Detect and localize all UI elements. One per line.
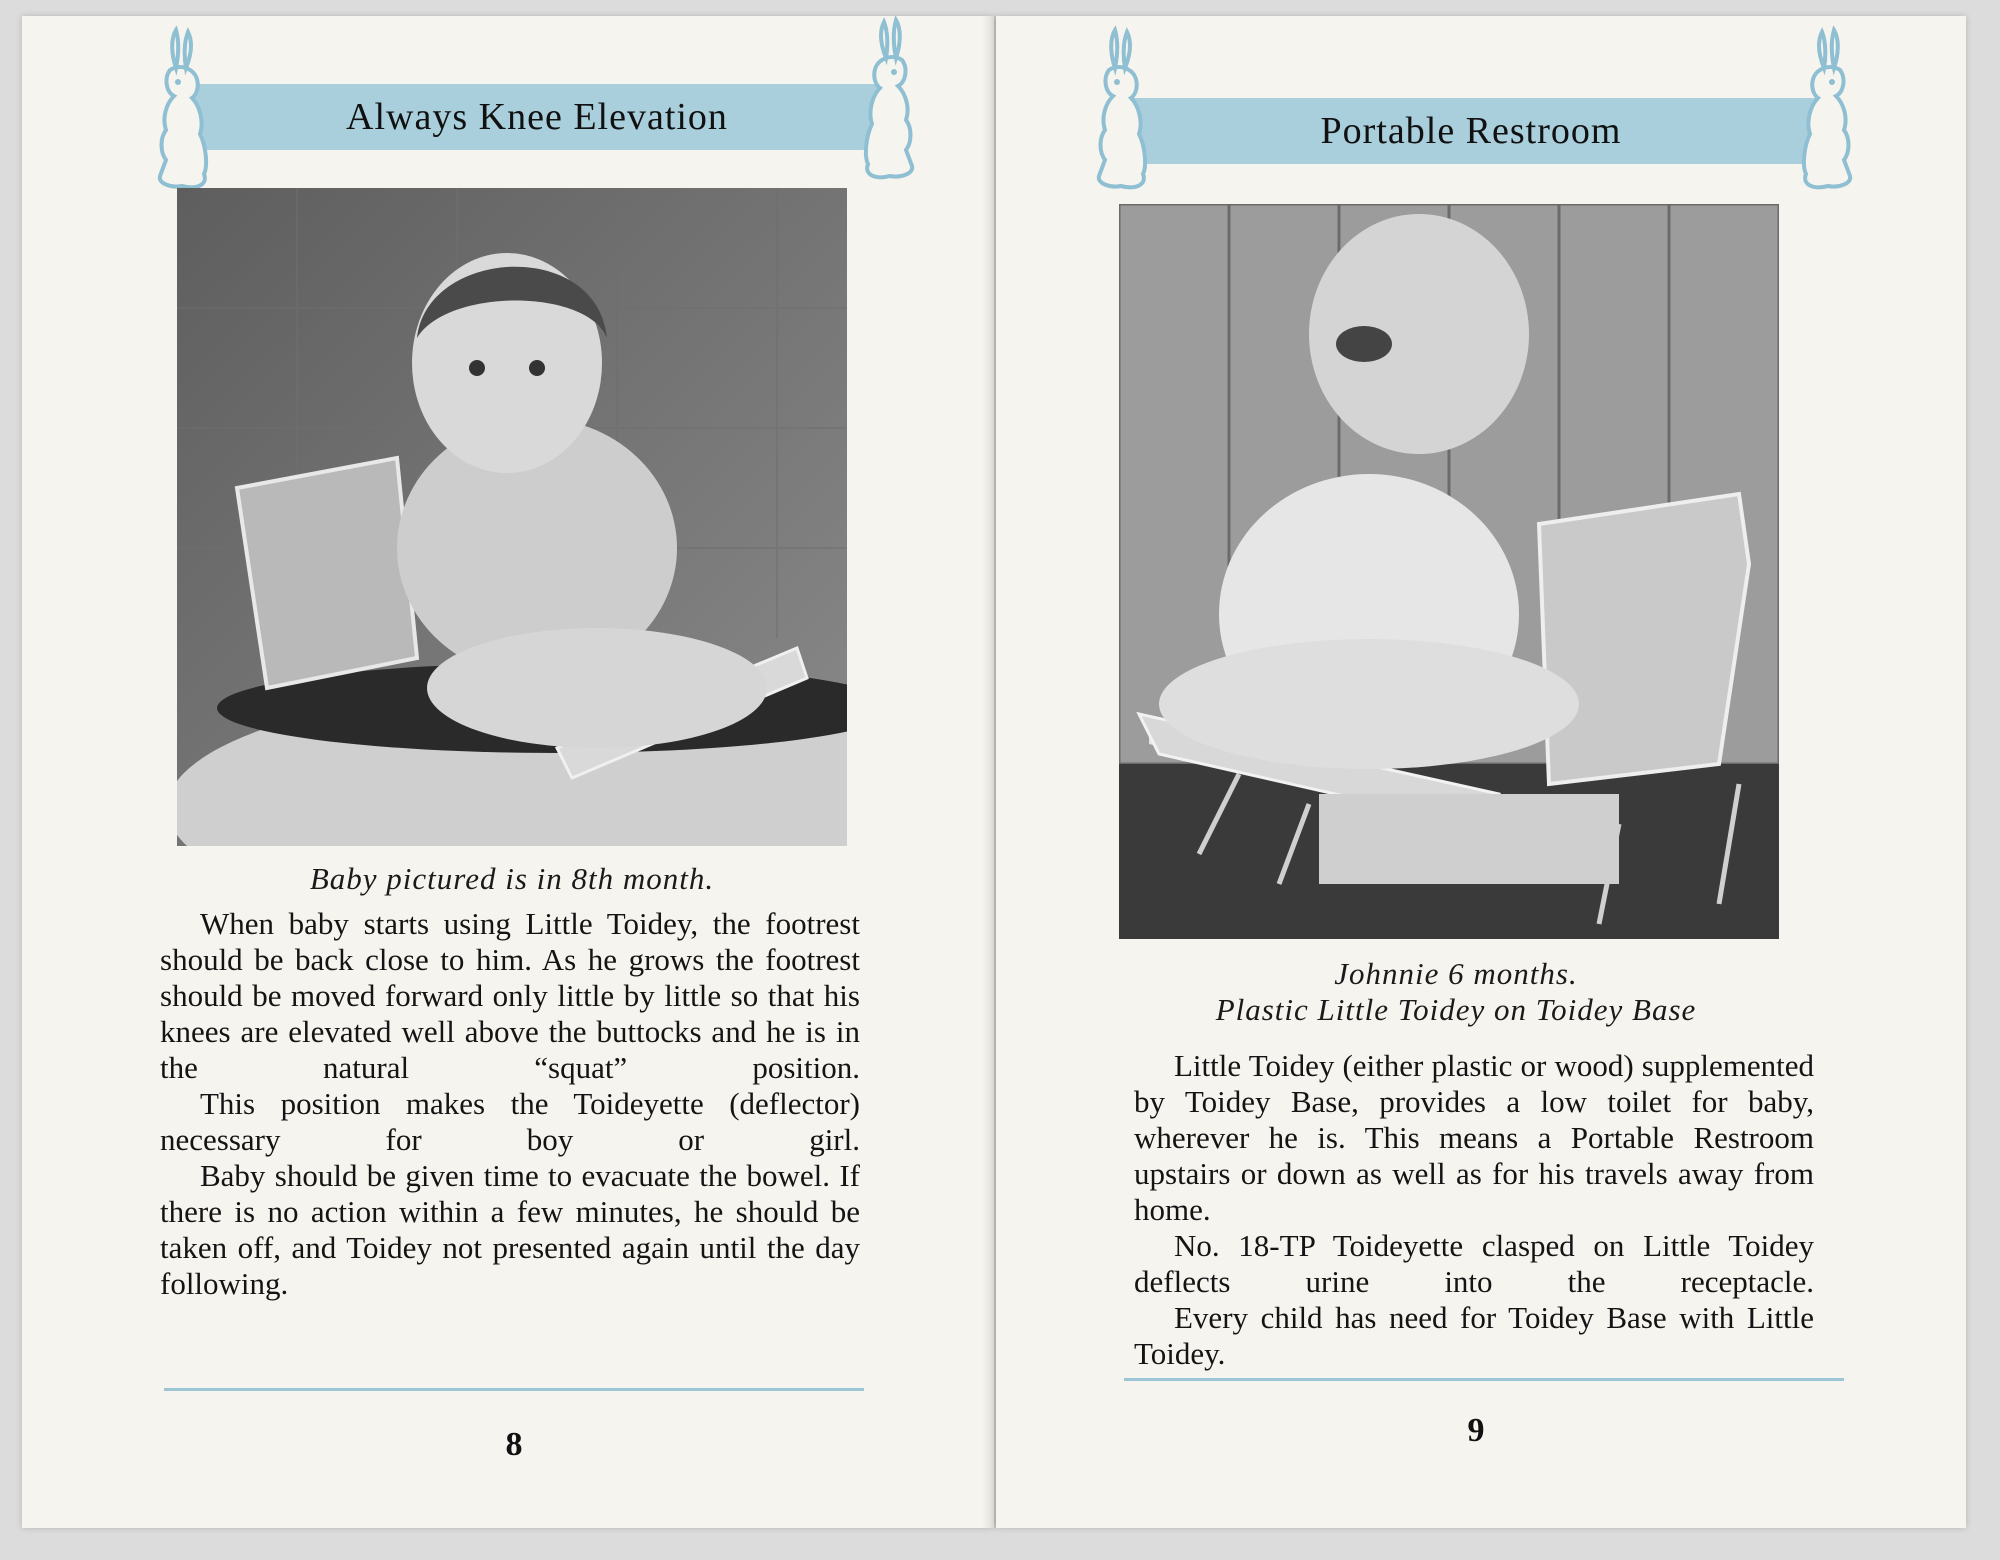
- bunny-icon: [1081, 26, 1161, 196]
- page-header-text: Always Knee Elevation: [346, 96, 728, 138]
- page-header: [187, 84, 887, 150]
- photo-caption: Baby pictured is in 8th month.: [309, 861, 715, 896]
- paragraph: Baby should be given time to evacuate the bowel. If there is no action within a few minutes, he should be taken off, and Toidey not presented again until the day following.: [160, 1158, 860, 1301]
- paragraph: When baby starts using Little Toidey, the footrest should be back close to him. As he grows the footrest should be moved forward only little by little so that his knees are elevated well above the buttocks and he is in the natural “squat” position.: [160, 906, 860, 1085]
- caption-line: Plastic Little Toidey on Toidey Base: [1215, 992, 1697, 1027]
- paragraph: Little Toidey (either plastic or wood) supplemented by Toidey Base, provides a low toilet for baby, wherever he is. This means a Portable Restroom upstairs or down as well as for his travels away from home.: [1134, 1048, 1814, 1227]
- bunny-icon: [142, 26, 222, 196]
- bunny-icon: [1788, 26, 1868, 196]
- bunny-icon: [850, 16, 930, 186]
- photo-caption: [1116, 956, 1796, 1028]
- booklet-spread: [22, 16, 1966, 1528]
- baby-photo: [1119, 204, 1779, 939]
- paragraph: This position makes the Toideyette (deflector) necessary for boy or girl.: [160, 1086, 860, 1157]
- page-left: [22, 16, 994, 1528]
- body-text: [160, 906, 860, 1302]
- paragraph: No. 18-TP Toideyette clasped on Little Toidey deflects urine into the receptacle.: [1134, 1228, 1814, 1299]
- caption-line: Johnnie 6 months.: [1334, 956, 1578, 991]
- body-text: [1134, 1048, 1814, 1372]
- page-number: 8: [505, 1426, 523, 1463]
- footer-rule: [164, 1388, 864, 1391]
- page-header-text: Portable Restroom: [1320, 110, 1622, 152]
- page-right: [996, 16, 1966, 1528]
- baby-photo: [177, 188, 847, 846]
- paragraph: Every child has need for Toidey Base with Little Toidey.: [1134, 1300, 1814, 1371]
- footer-rule: [1124, 1378, 1844, 1381]
- page-number: 9: [1467, 1412, 1485, 1449]
- page-header: [1126, 98, 1816, 164]
